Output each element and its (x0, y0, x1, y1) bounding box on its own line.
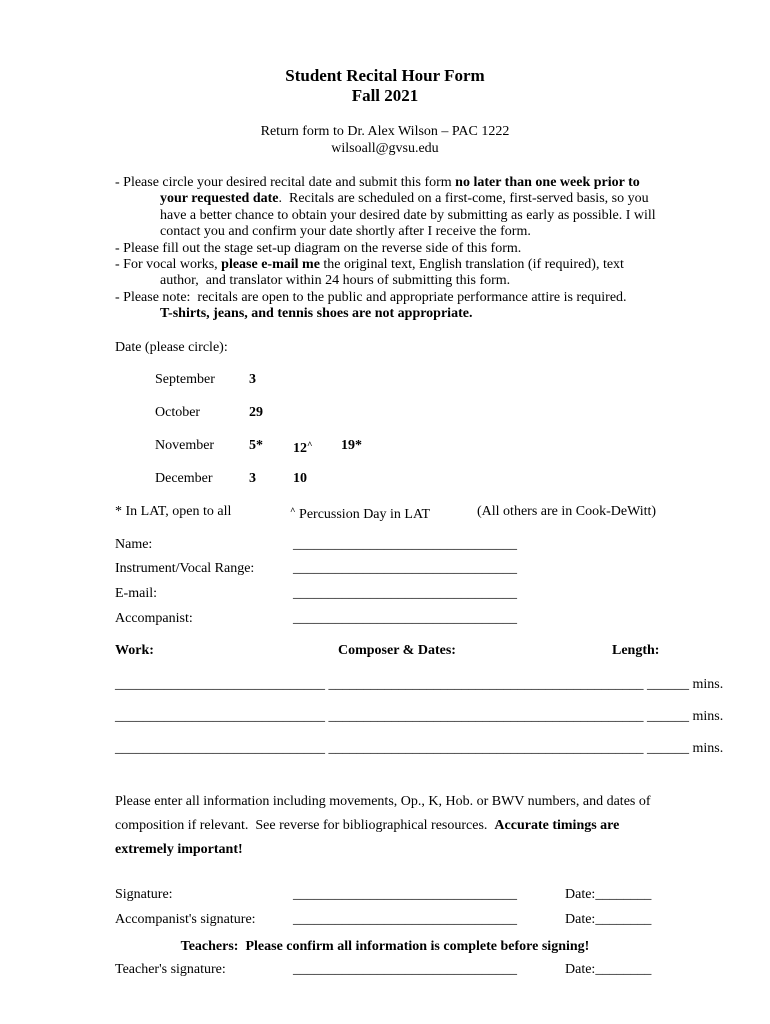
text-run: composition if relevant. See reverse for bibliographical resources. (115, 818, 495, 834)
date-option[interactable]: 3 (249, 372, 256, 388)
date-option[interactable]: 5* (249, 438, 263, 454)
field-blank[interactable]: ________________________________ (293, 586, 517, 602)
date-blank[interactable]: ________ (595, 887, 652, 903)
composer-blank[interactable]: _____________________________________________ (328, 709, 644, 725)
text-run: T-shirts, jeans, and tennis shoes are not appropriate. (160, 306, 473, 322)
teachers-note: Teachers: Please confirm all information is complete before signing! (180, 938, 590, 954)
text-run: Please enter all information including movements, Op., K, Hob. or BWV numbers, and dates of (115, 794, 651, 810)
instruction-line (115, 191, 721, 207)
month-label: September (155, 372, 215, 388)
field-row (115, 561, 721, 586)
mins-label: mins. (692, 741, 724, 757)
field-blank[interactable]: ________________________________ (293, 610, 517, 626)
footnote-others: (All others are in Cook-DeWitt) (477, 504, 657, 520)
date-option[interactable]: 12^ (293, 441, 313, 457)
work-row (115, 709, 724, 741)
field-label: Instrument/Vocal Range: (115, 561, 255, 577)
date-blank[interactable]: ________ (595, 961, 652, 977)
date-row (115, 372, 721, 405)
length-blank[interactable]: ______ (647, 676, 689, 692)
signature-blank[interactable]: ________________________________ (293, 961, 517, 977)
date-label: Date: (565, 912, 596, 928)
form-subtitle: Fall 2021 (351, 86, 419, 105)
contact-fields (115, 537, 721, 636)
text-run: . Recitals are scheduled on a first-come, first-served basis, so you (278, 191, 649, 207)
signature-row (115, 962, 721, 987)
footnotes (115, 504, 721, 521)
composer-blank[interactable]: _____________________________________________ (328, 741, 644, 757)
work-row (115, 676, 724, 709)
work-rows (115, 676, 724, 774)
caret-marker: ^ (307, 441, 313, 452)
work-column-header: Work: (115, 643, 154, 659)
date-row (115, 471, 721, 504)
note-line (115, 838, 721, 862)
field-label: E-mail: (115, 586, 157, 602)
month-label: December (155, 471, 213, 487)
date-option[interactable]: 10 (293, 471, 307, 487)
date-section-label: Date (please circle): (115, 339, 228, 355)
text-run: have a better chance to obtain your desired date by submitting as early as possible. I will (160, 207, 656, 223)
date-label: Date: (565, 887, 596, 903)
signature-date (565, 912, 651, 929)
date-blank[interactable]: ________ (595, 912, 652, 928)
text-run: - Please circle your desired recital date and submit this form (115, 175, 456, 190)
field-row (115, 611, 721, 636)
signature-label: Teacher's signature: (115, 961, 226, 977)
signature-label: Accompanist's signature: (115, 912, 256, 928)
text-run: - Please note: recitals are open to the public and appropriate performance attire is required. (115, 289, 627, 305)
field-blank[interactable]: ________________________________ (293, 561, 517, 577)
date-option[interactable]: 29 (249, 405, 263, 421)
text-run: - Please fill out the stage set-up diagram on the reverse side of this form. (115, 240, 522, 256)
field-label: Accompanist: (115, 610, 193, 626)
footnote-percussion-text: Percussion Day in LAT (295, 507, 431, 523)
works-header (115, 643, 721, 660)
signature-blank[interactable]: ________________________________ (293, 887, 517, 903)
signature-date (565, 962, 651, 979)
text-run: extremely important! (115, 842, 243, 858)
text-run: please e-mail me (221, 257, 320, 273)
note-line (115, 790, 721, 814)
work-row (115, 741, 724, 773)
length-blank[interactable]: ______ (647, 741, 689, 757)
instruction-line (115, 241, 721, 257)
return-block (115, 124, 721, 157)
signature-row (115, 912, 721, 937)
footnote-percussion (290, 504, 430, 524)
composer-blank[interactable]: _____________________________________________ (328, 676, 644, 692)
signatures (115, 887, 721, 986)
date-options (115, 372, 721, 504)
text-run: no later than one week prior to (455, 175, 640, 190)
work-blank[interactable]: ______________________________ (115, 741, 325, 757)
composer-column-header: Composer & Dates: (338, 643, 456, 659)
text-run: - For vocal works, (115, 257, 222, 273)
note-line (115, 814, 721, 838)
work-blank[interactable]: ______________________________ (115, 676, 325, 692)
month-label: October (155, 405, 201, 421)
signature-row (115, 887, 721, 912)
field-row (115, 586, 721, 611)
signature-label: Signature: (115, 887, 173, 903)
mins-label: mins. (692, 709, 724, 725)
signature-blank[interactable]: ________________________________ (293, 912, 517, 928)
contact-email: wilsoall@gvsu.edu (331, 140, 439, 156)
date-row (115, 405, 721, 438)
month-label: November (155, 438, 215, 454)
text-run: your requested date (160, 191, 279, 207)
text-run: contact you and confirm your date shortly after I receive the form. (160, 224, 531, 240)
work-blank[interactable]: ______________________________ (115, 709, 325, 725)
instruction-line (115, 257, 721, 273)
instruction-line (115, 175, 721, 191)
instruction-line (115, 306, 721, 322)
date-row (115, 438, 721, 471)
field-label: Name: (115, 536, 153, 552)
mins-label: mins. (692, 676, 724, 692)
instruction-line (115, 273, 721, 289)
date-label: Date: (565, 961, 596, 977)
length-column-header: Length: (612, 643, 660, 659)
return-instruction: Return form to Dr. Alex Wilson – PAC 1222 (260, 124, 510, 139)
date-option[interactable]: 19* (341, 438, 362, 454)
length-blank[interactable]: ______ (647, 709, 689, 725)
form-title: Student Recital Hour Form (285, 66, 485, 85)
text-run: Accurate timings are (494, 818, 620, 834)
text-run: author, and translator within 24 hours of submitting this form. (160, 273, 511, 289)
signature-date (565, 887, 651, 904)
notes (115, 790, 721, 862)
field-row (115, 537, 721, 562)
text-run: the original text, English translation (if required), text (319, 257, 624, 273)
caret-marker: ^ (290, 507, 296, 518)
instruction-line (115, 224, 721, 240)
date-option[interactable]: 3 (249, 471, 256, 487)
footnote-lat: * In LAT, open to all (115, 504, 232, 520)
instruction-line (115, 208, 721, 224)
instruction-line (115, 290, 721, 306)
instructions (115, 175, 721, 323)
field-blank[interactable]: ________________________________ (293, 536, 517, 552)
